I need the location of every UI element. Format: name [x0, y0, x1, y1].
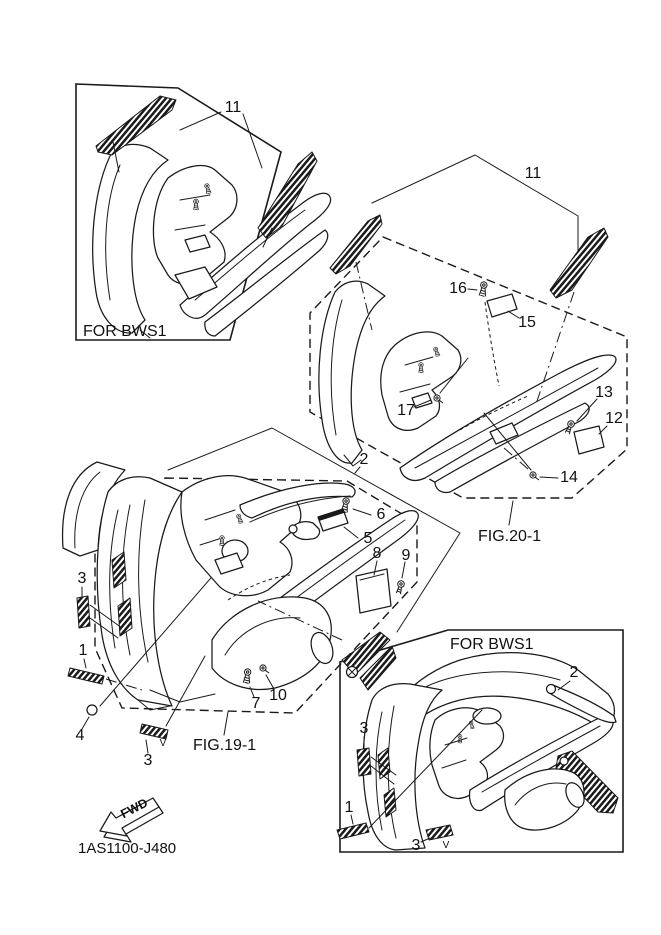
v-orientation-mark: V: [442, 840, 450, 851]
callout-15: 15: [518, 314, 536, 331]
callout-2-inset: 2: [569, 664, 579, 681]
callout-11-fig20: 11: [524, 165, 542, 182]
callout-leader: [468, 289, 477, 290]
bolt-icon-9: [395, 580, 405, 595]
front-fender-drawing-bws1-rear: [363, 653, 618, 850]
v-orientation-mark: V: [159, 738, 167, 749]
callout-3-bottom: 3: [143, 752, 153, 769]
fig20-figure: [310, 155, 627, 545]
clip-icon-14: [530, 472, 539, 480]
plate-part-8: [356, 569, 391, 613]
callout-leader: [243, 114, 262, 168]
callout-13: 13: [595, 384, 613, 401]
callout-9: 9: [401, 547, 411, 564]
callout-4: 4: [75, 727, 85, 744]
sticker-decal: [68, 668, 104, 684]
fig20-label-leader: [509, 501, 513, 525]
front-fender-drawing-bws1: [93, 96, 331, 338]
inset-top-left-figure: [76, 84, 331, 340]
callout-leader: [372, 155, 578, 252]
callout-3-bottom-inset: 3: [411, 837, 421, 854]
emblem-decal: [550, 228, 608, 298]
fig20-label: FIG.20-1: [478, 528, 542, 545]
callout-leader: [351, 815, 353, 824]
fwd-label: FWD: [118, 795, 151, 822]
callout-3-left-inset: 3: [359, 720, 369, 737]
callout-6: 6: [376, 506, 386, 523]
screw-icon-16: [479, 281, 487, 296]
callout-7: 7: [251, 695, 261, 712]
callout-12: 12: [605, 410, 623, 427]
inset-bottom-label: FOR BWS1: [450, 636, 534, 653]
callout-1: 1: [78, 642, 88, 659]
sticker-decal: [140, 724, 168, 739]
emblem-decal-fig19: [342, 632, 396, 690]
callout-1-inset: 1: [344, 799, 354, 816]
fig19-label-leader: [224, 712, 228, 735]
callout-leader: [84, 659, 86, 668]
callout-leader: [402, 562, 405, 578]
footer: [78, 796, 176, 857]
sticker-decal: [77, 596, 90, 628]
callout-2: 2: [359, 451, 369, 468]
callout-10: 10: [269, 687, 287, 704]
grommet-part-4: [87, 705, 97, 715]
callout-14: 14: [560, 469, 578, 486]
callout-5: 5: [363, 530, 373, 547]
callout-leader: [353, 509, 371, 515]
fig19-label: FIG.19-1: [193, 737, 257, 754]
callout-16: 16: [449, 280, 467, 297]
callout-11: 11: [224, 99, 242, 116]
sticker-decal: [357, 748, 371, 776]
callout-8: 8: [372, 545, 382, 562]
sticker-decal: [337, 823, 369, 839]
callout-leader: [540, 477, 558, 478]
callout-3-left: 3: [77, 570, 87, 587]
part-number: 1AS1100-J480: [78, 840, 177, 857]
callout-leader: [344, 527, 358, 538]
callout-leader: [180, 112, 221, 130]
plate-part-12: [574, 426, 604, 454]
inset-top-label: FOR BWS1: [83, 323, 167, 340]
fwd-arrow-icon: [100, 796, 163, 842]
callout-17: 17: [397, 402, 415, 419]
